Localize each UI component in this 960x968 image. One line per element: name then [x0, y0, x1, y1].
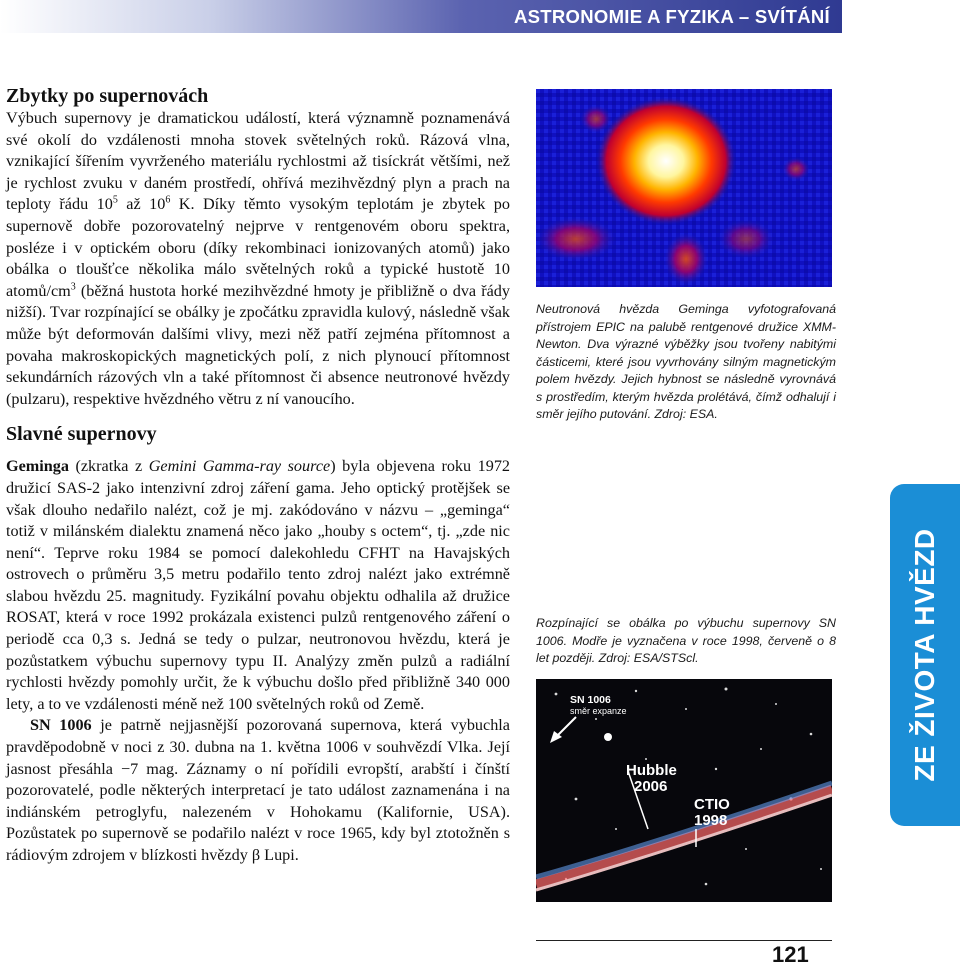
superscript: 6 — [165, 194, 171, 206]
sn1006-image-graphic — [536, 679, 832, 902]
ctio-label: CTIO — [694, 796, 730, 813]
text-run: je patrně nejjasnější pozorovaná supernova, která vybuchla pravděpodobně v noci z 30. dubna na 1. května 1006 v souhvězdí Vlka. Její jasnost přesáhla −7 mag. Záznamy o ní pořídili evropští, arabští i čínští pozorovatelé, podle některých interpretací je tato událost zaznamenána i na indiánském petroglyfu, nalezeném v Hohokamu (Kalifornie, USA). Pozůstatek po supernově se podařilo nalézt v roce 1965, kdy byl ztotožněn s rádiovým zdrojem v blízkosti hvězdy β Lupi. — [6, 716, 510, 864]
main-text-column — [6, 84, 510, 867]
text-run: (zkratka z — [68, 457, 149, 476]
text-run: (běžná hustota horké mezihvězdné hmoty je přibližně o dva řády nižší). Tvar rozpínající se obálky je zpočátku zpravidla kulový, následně však může být deformován dalšími vlivy, mezi něž patří zejména přítomnost a povaha makroskopických magnetických polí, z nich plynoucí přítomnost sekundárních rázových vln a také přítomnost či absence neutronové hvězdy (pulzaru), respektive hvězdného větru z ní vanoucího. — [6, 281, 510, 408]
sn1006-shell-image — [536, 679, 832, 902]
text-run: K. Díky těmto vysokým teplotám je zbytek po supernově dobře pozorovatelný nejprve v rentgenovém oboru spektra, posléze i v optickém oboru (díky rekombinaci ionizovaných atomů) jako obálka o tloušťce několika málo světelných roků a typické hustotě 10 atomů/cm — [6, 195, 510, 300]
section1-paragraph — [6, 108, 510, 410]
superscript: 3 — [70, 281, 76, 293]
sn1006-paragraph — [6, 715, 510, 866]
sn1006-label: SN 1006 — [570, 694, 611, 706]
hubble-year-label: 2006 — [634, 778, 668, 795]
geminga-image-graphic — [536, 89, 832, 287]
geminga-paragraph — [6, 456, 510, 715]
text-run: ) byla objevena roku 1972 družicí SAS-2 jako intenzivní zdroj záření gama. Jeho optický protějšek se však dlouho nedařilo nalézt, což je mj. zakódováno v názvu – „geminga“ totiž v milánském dialektu znamená něco jako „houby s octem“, tj. „zde nic není“. Teprve roku 1984 se pomocí dalekohledu CFHT na Havajských ostrovech o průměru 3,5 metru podařilo tento zdroj nalézt jako extrémně slabou hvězdu 25. magnitudy. Fyzikální povahu objektu odhalila až družice ROSAT, která v roce 1992 prokázala existenci pulzů rentgenového záření o periodě cca 0,3 s. Jedná se tedy o pulzar, neutronovou hvězdu, která je pozůstatkem výbuchu supernovy typu II. Analýzy změn pulzů a radiální rychlosti hvězdy pomohly určit, že k výbuchu došlo před přibližně 340 000 lety, a to ve vzdálenosti méně než 100 světelných roků od Země. — [6, 457, 511, 713]
superscript: 5 — [112, 194, 118, 206]
text-run: až 10 — [117, 195, 166, 214]
text-run: Výbuch supernovy je dramatickou událostí, která významně poznamenává své okolí do vzdálenosti mnoha stovek světelných roků. Rázová vlna, vznikající šířením vyvrženého materiálu rychlostmi až tisíckrát většími, než je rychlost zvuku v daném prostředí, ohřívá mezihvězdný plyn a prach na teploty řádu 10 — [6, 109, 510, 214]
footer-rule — [536, 940, 832, 941]
chapter-side-tab-text: ZE ŽIVOTA HVĚZD — [909, 528, 940, 782]
expansion-direction-label: směr expanze — [570, 706, 627, 716]
sn1006-caption: Rozpínající se obálka po výbuchu supernovy SN 1006. Modře je vyznačena v roce 1998, červeně o 8 let později. Zdroj: ESA/STScl. — [536, 616, 836, 665]
hubble-label: Hubble — [626, 762, 677, 779]
ctio-year-label: 1998 — [694, 812, 728, 829]
geminga-caption: Neutronová hvězda Geminga vyfotografovaná přístrojem EPIC na palubě rentgenové družice XMM-Newton. Dva výrazné výběžky jsou tvořeny nabitými částicemi, které jsou vyvrhovány silným magnetickým polem hvězdy. Jejich hybnost se následně vyrovnává s prostředím, kterým hvězda prolétává, čímž odhalují i směr jejího putování. Zdroj: ESA. — [536, 302, 836, 421]
page-number: 121 — [772, 942, 809, 967]
italic-term: Gemini Gamma-ray source — [148, 457, 331, 476]
chapter-side-tab — [890, 484, 960, 826]
bold-term: Geminga — [6, 457, 69, 476]
geminga-xray-image — [536, 89, 832, 287]
header-title: ASTRONOMIE A FYZIKA – SVÍTÁNÍ — [513, 6, 830, 27]
page-header-bar — [0, 0, 842, 33]
bold-term: SN 1006 — [30, 716, 92, 735]
section-heading-famous-supernovae: Slavné supernovy — [6, 423, 157, 446]
section-heading-supernova-remnants: Zbytky po supernovách — [6, 85, 209, 107]
section-famous-supernovae — [6, 422, 510, 866]
